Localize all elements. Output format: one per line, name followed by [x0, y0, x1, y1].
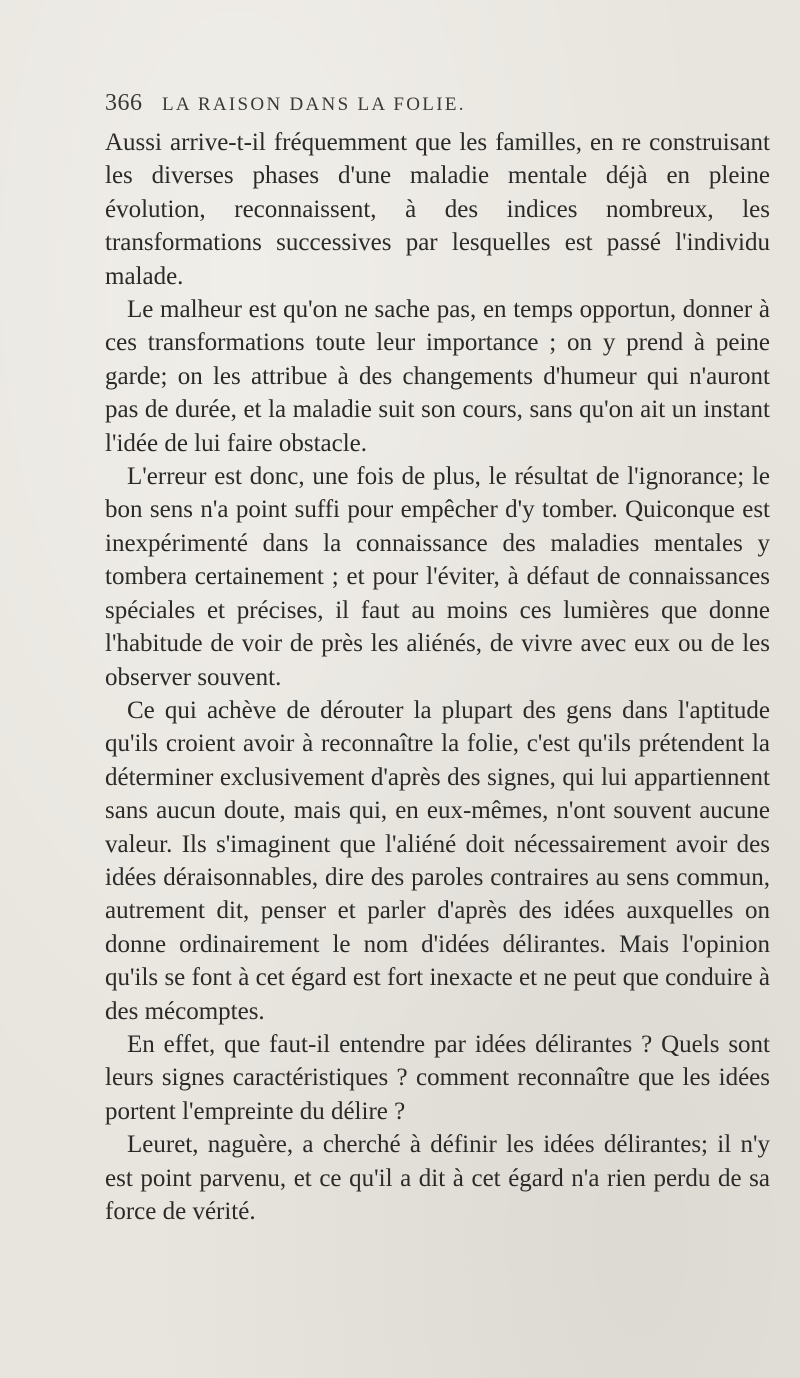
page-number: 366 — [105, 90, 143, 116]
paragraph-4: Ce qui achève de dérouter la plupart des gens dans l'aptitude qu'ils croient avoir à reconnaître la folie, c'est qu'ils prétendent la déterminer exclusivement d'après des signes, qui lui appartiennent sans aucun doute, mais qui, en eux-mêmes, n'ont souvent aucune valeur. Ils s'imaginent que l'aliéné doit nécessairement avoir des idées déraisonnables, dire des paroles contraires au sens commun, autrement dit, penser et parler d'après des idées auxquelles on donne ordinairement le nom d'idées délirantes. Mais l'opinion qu'ils se font à cet égard est fort inexacte et ne peut que conduire à des mécomptes. — [105, 696, 770, 1025]
running-head — [105, 90, 770, 120]
paragraph-2: Le malheur est qu'on ne sache pas, en temps opportun, donner à ces transformations toute leur importance ; on y prend à peine garde; on les attribue à des changements d'humeur qui n'auront pas de durée, et la maladie suit son cours, sans qu'on ait un instant l'idée de lui faire obstacle. — [105, 296, 770, 457]
paragraph-3: L'erreur est donc, une fois de plus, le résultat de l'ignorance; le bon sens n'a point suffi pour empêcher d'y tomber. Quiconque est inexpérimenté dans la connaissance des maladies mentales y tombera certainement ; et pour l'éviter, à défaut de connaissances spéciales et précises, il faut au moins ces lumières que donne l'habitude de voir de près les aliénés, de vivre avec eux ou de les observer souvent. — [105, 463, 770, 691]
body-text — [105, 126, 770, 1228]
running-title: LA RAISON DANS LA FOLIE. — [162, 94, 466, 115]
paragraph-6: Leuret, naguère, a cherché à définir les idées délirantes; il n'y est point parvenu, et ce qu'il a dit à cet égard n'a rien perdu de sa force de vérité. — [105, 1131, 770, 1225]
paragraph-1: Aussi arrive-t-il fréquemment que les familles, en re construisant les diverses phases d'une maladie mentale déjà en pleine évolution, reconnaissent, à des indices nombreux, les transformations successives par lesquelles est passé l'individu malade. — [105, 129, 770, 290]
paragraph-5: En effet, que faut-il entendre par idées délirantes ? Quels sont leurs signes caractéristiques ? comment reconnaître que les idées portent l'empreinte du délire ? — [105, 1030, 770, 1125]
